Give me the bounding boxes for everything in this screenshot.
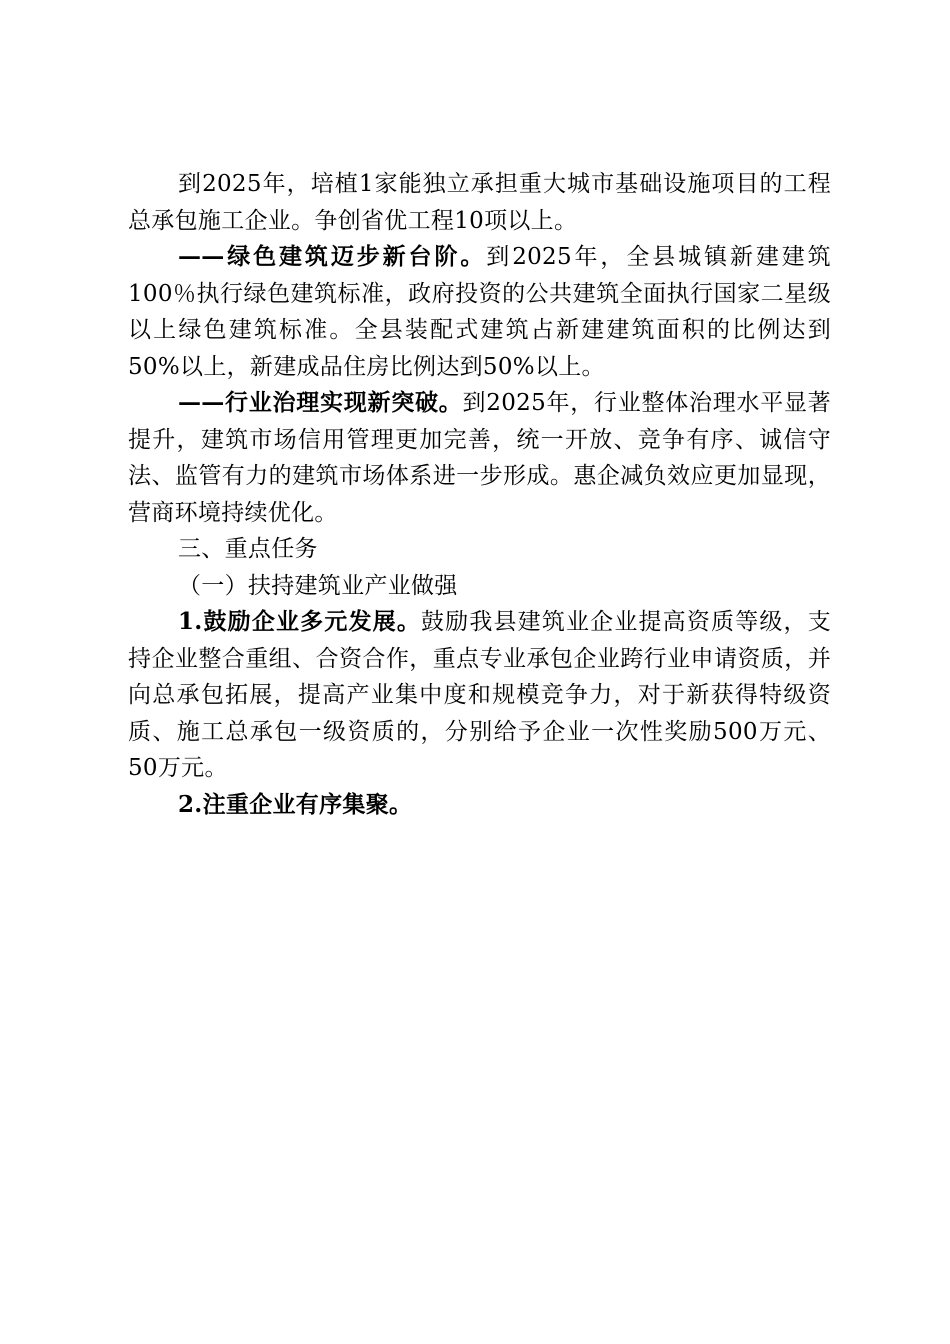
paragraph-green-building-text: 到2025年，全县城镇新建建筑100％执行绿色建筑标准，政府投资的公共建筑全面执行国家二星级以上绿色建筑标准。全县装配式建筑占新建建筑面积的比例达到50%以上，新建成品住房比例达到50%以上。 xyxy=(128,244,831,380)
paragraph-industry-governance xyxy=(128,385,831,531)
item-2 xyxy=(128,787,831,824)
subsection-heading: （一）扶持建筑业产业做强 xyxy=(178,572,458,599)
item-1-text: 鼓励我县建筑业企业提高资质等级，支持企业整合重组、合资合作，重点专业承包企业跨行业申请资质，并向总承包拓展，提高产业集中度和规模竞争力，对于新获得特级资质、施工总承包一级资质的，分别给予企业一次性奖励500万元、50万元。 xyxy=(128,609,831,781)
document-page xyxy=(128,166,831,823)
paragraph-green-building xyxy=(128,239,831,385)
item-1 xyxy=(128,604,831,787)
paragraph-industry-governance-text: 到2025年，行业整体治理水平显著提升，建筑市场信用管理更加完善，统一开放、竞争有序、诚信守法、监管有力的建筑市场体系进一步形成。惠企减负效应更加显现，营商环境持续优化。 xyxy=(128,390,831,526)
section-heading: 三、重点任务 xyxy=(178,536,318,562)
paragraph-1-text: 到2025年，培植1家能独立承担重大城市基础设施项目的工程总承包施工企业。争创省优工程10项以上。 xyxy=(128,171,831,234)
paragraph-green-building-lead: ——绿色建筑迈步新台阶。 xyxy=(178,243,487,270)
item-2-lead: 2.注重企业有序集聚。 xyxy=(178,790,413,818)
paragraph-industry-governance-lead: ——行业治理实现新突破。 xyxy=(178,389,463,416)
paragraph-1 xyxy=(128,166,831,239)
item-1-lead: 1.鼓励企业多元发展。 xyxy=(178,608,421,635)
